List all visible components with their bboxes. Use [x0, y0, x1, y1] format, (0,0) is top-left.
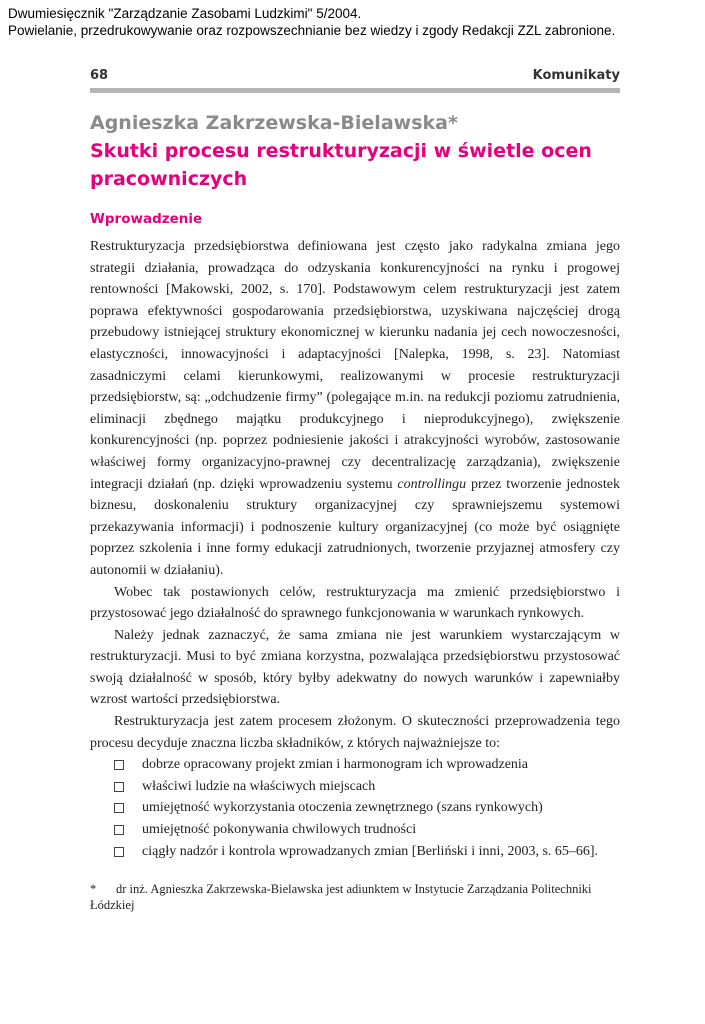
article-body	[90, 236, 620, 862]
footnote-mark: *	[90, 882, 97, 896]
list-item-text: umiejętność pokonywania chwilowych trudności	[142, 822, 417, 838]
footnote-text: dr inż. Agnieszka Zakrzewska-Bielawska jest adiunktem w Instytucie Zarządzania Politechniki Łódzkiej	[90, 882, 592, 912]
checkbox-bullet-icon	[114, 847, 124, 857]
list-item	[114, 841, 620, 863]
list-item-text: właściwi ludzie na właściwych miejscach	[142, 778, 376, 794]
article-title: Skutki procesu restrukturyzacji w świetle ocen pracowniczych	[90, 140, 592, 190]
list-item	[114, 776, 620, 798]
list-item-text: dobrze opracowany projekt zmian i harmonogram ich wprowadzenia	[142, 757, 529, 773]
paragraph-4: Restrukturyzacja jest zatem procesem złożonym. O skuteczności przeprowadzenia tego procesu decyduje znaczna liczba składników, z których najważniejsze to:	[90, 714, 620, 751]
list-item	[114, 754, 620, 776]
section-heading: Wprowadzenie	[90, 211, 203, 227]
author-footnote	[90, 881, 620, 913]
paragraph-2: Wobec tak postawionych celów, restrukturyzacja ma zmienić przedsiębiorstwo i przystosować jego działalność do sprawnego funkcjonowania w warunkach rynkowych.	[90, 584, 620, 622]
section-name: Komunikaty	[532, 68, 620, 83]
paragraph-1-part-a: Restrukturyzacja przedsiębiorstwa definiowana jest często jako radykalna zmiana jego strategii działania, prowadząca do odzyskania konkurencyjności na rynku i progowej rentowności [Makowski, 2002, s. 170]. Podstawowym celem restrukturyzacji jest zatem poprawa efektywności gospodarowania przedsiębiorstwa, uzyskiwana najczęściej drogą przebudowy istniejącej struktury ekonomicznej w kierunku nadania jej cech nowoczesności, elastyczności, innowacyjności i adaptacyjności [Nalepka, 1998, s. 23]. Natomiast zasadniczymi celami kierunkowymi, realizowanymi w procesie restrukturyzacji przedsiębiorstw, są: „odchudzenie firmy” (polegające m.in. na redukcji poziomu zatrudnienia, eliminacji zbędnego majątku produkcyjnego i nieprodukcyjnego), zwiększenie konkurencyjności (np. poprzez podniesienie jakości i atrakcyjności wyrobów, zastosowanie właściwej formy organizacyjno-prawnej czy decentralizację zarządzania), zwiększenie integracji działań (np. dzięki wprowadzeniu systemu	[90, 239, 620, 492]
list-item-text: ciągły nadzór i kontrola wprowadzanych zmian [Berliński i inni, 2003, s. 65–66].	[142, 843, 599, 859]
checkbox-bullet-icon	[114, 782, 124, 792]
notice-line-2: Powielanie, przedrukowywanie oraz rozpowszechnianie bez wiedzy i zgody Redakcji ZZL zabronione.	[8, 23, 616, 38]
header-rule	[90, 88, 620, 93]
paragraph-1-part-b: przez tworzenie jednostek biznesu, doskonaleniu struktury organizacyjnej czy sprawniejszemu systemowi przekazywania informacji) i podnoszenie kultury organizacyjnej (co może być osiągnięte poprzez szkolenia i inne formy edukacji zatrudnionych, tworzenie przyjaznej atmosfery czy autonomii w działaniu).	[90, 476, 620, 578]
copyright-notice	[8, 5, 615, 39]
running-header	[90, 68, 620, 86]
checkbox-bullet-icon	[114, 760, 124, 770]
notice-line-1: Dwumiesięcznik "Zarządzanie Zasobami Ludzkimi" 5/2004.	[8, 6, 362, 21]
checkbox-bullet-icon	[114, 825, 124, 835]
list-item-text: umiejętność wykorzystania otoczenia zewnętrznego (szans rynkowych)	[142, 800, 543, 816]
page-number: 68	[90, 68, 109, 83]
paragraph-1-italic-term: controllingu	[397, 476, 467, 492]
list-item	[114, 819, 620, 841]
paragraph-3: Należy jednak zaznaczyć, że sama zmiana nie jest warunkiem wystarczającym w restrukturyzacji. Musi to być zmiana korzystna, pozwalająca przedsiębiorstwu przystosować swoją działalność w sposób, który byłby adekwatny do nowych warunków i zapewniałby wzrost wartości przedsiębiorstwa.	[90, 627, 620, 708]
list-item	[114, 797, 620, 819]
factors-list	[90, 754, 620, 862]
article-author: Agnieszka Zakrzewska-Bielawska*	[90, 112, 458, 134]
paragraph-1	[90, 236, 620, 582]
checkbox-bullet-icon	[114, 803, 124, 813]
